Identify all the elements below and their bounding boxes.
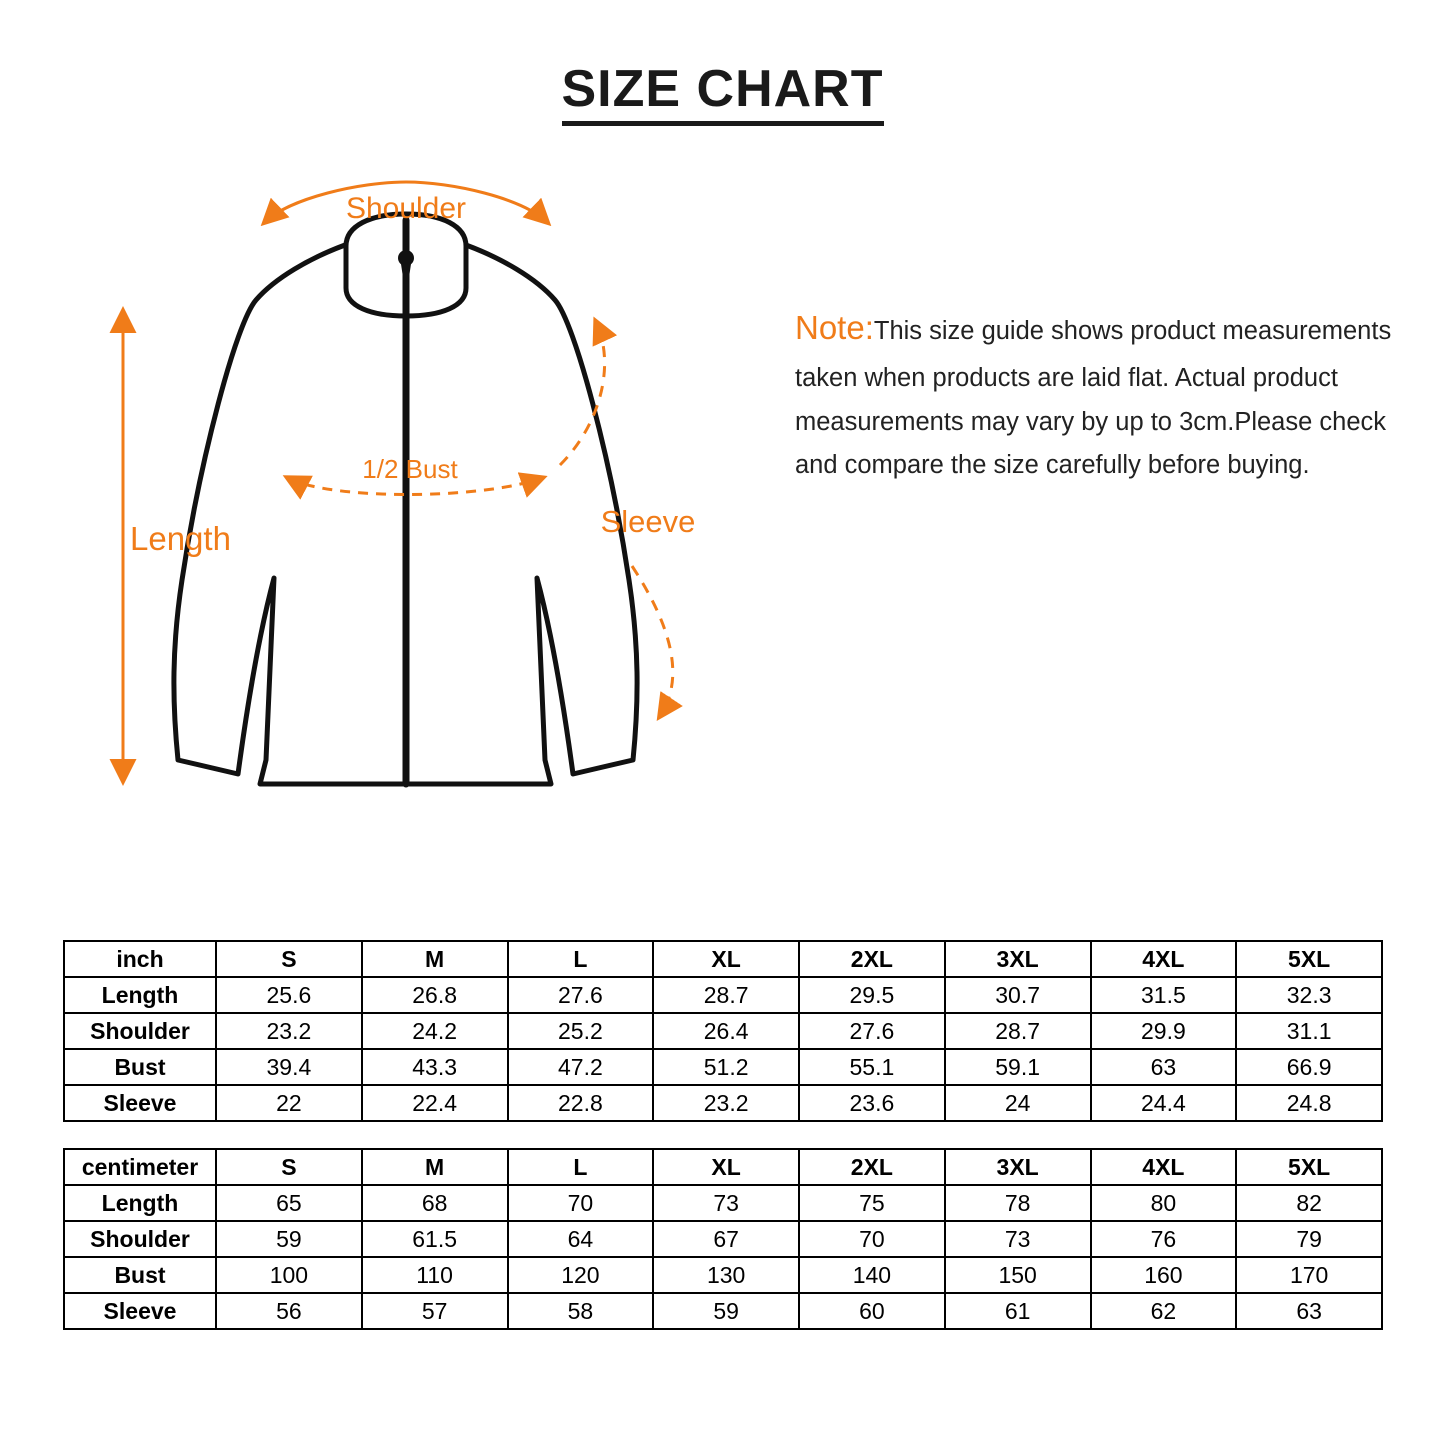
col-header-l: L xyxy=(508,1149,654,1185)
cell: 67 xyxy=(653,1221,799,1257)
row-label-shoulder: Shoulder xyxy=(64,1013,216,1049)
page-title-container xyxy=(0,62,1445,126)
cell: 27.6 xyxy=(508,977,654,1013)
cell: 70 xyxy=(799,1221,945,1257)
cell: 30.7 xyxy=(945,977,1091,1013)
row-label-bust: Bust xyxy=(64,1257,216,1293)
cell: 39.4 xyxy=(216,1049,362,1085)
cell: 61 xyxy=(945,1293,1091,1329)
cell: 66.9 xyxy=(1236,1049,1382,1085)
unit-header: inch xyxy=(64,941,216,977)
col-header-3xl: 3XL xyxy=(945,1149,1091,1185)
cell: 59 xyxy=(653,1293,799,1329)
col-header-4xl: 4XL xyxy=(1091,1149,1237,1185)
table-row xyxy=(64,1293,1382,1329)
sleeve-label: Sleeve xyxy=(600,504,696,539)
cell: 23.2 xyxy=(653,1085,799,1121)
cell: 58 xyxy=(508,1293,654,1329)
cell: 170 xyxy=(1236,1257,1382,1293)
row-label-sleeve: Sleeve xyxy=(64,1293,216,1329)
shoulder-label: Shoulder xyxy=(345,192,467,225)
cell: 25.6 xyxy=(216,977,362,1013)
cell: 26.8 xyxy=(362,977,508,1013)
half-bust-label: 1/2 Bust xyxy=(362,454,458,484)
cell: 150 xyxy=(945,1257,1091,1293)
cell: 73 xyxy=(653,1185,799,1221)
cell: 23.2 xyxy=(216,1013,362,1049)
col-header-s: S xyxy=(216,941,362,977)
size-table-centimeter xyxy=(63,1148,1383,1330)
cell: 57 xyxy=(362,1293,508,1329)
cell: 25.2 xyxy=(508,1013,654,1049)
cell: 29.5 xyxy=(799,977,945,1013)
cell: 32.3 xyxy=(1236,977,1382,1013)
cell: 59.1 xyxy=(945,1049,1091,1085)
cell: 47.2 xyxy=(508,1049,654,1085)
note-block xyxy=(795,300,1405,488)
cell: 24 xyxy=(945,1085,1091,1121)
col-header-m: M xyxy=(362,1149,508,1185)
cell: 120 xyxy=(508,1257,654,1293)
note-body: This size guide shows product measurements taken when products are laid flat. Actual product measurements may vary by up to 3cm.Please check and compare the size carefully before buying. xyxy=(795,317,1392,480)
cell: 29.9 xyxy=(1091,1013,1237,1049)
cell: 63 xyxy=(1091,1049,1237,1085)
cell: 64 xyxy=(508,1221,654,1257)
cell: 22 xyxy=(216,1085,362,1121)
cell: 76 xyxy=(1091,1221,1237,1257)
col-header-4xl: 4XL xyxy=(1091,941,1237,977)
table-row xyxy=(64,1185,1382,1221)
cell: 62 xyxy=(1091,1293,1237,1329)
cell: 28.7 xyxy=(945,1013,1091,1049)
col-header-xl: XL xyxy=(653,941,799,977)
cell: 31.5 xyxy=(1091,977,1237,1013)
cell: 63 xyxy=(1236,1293,1382,1329)
cell: 82 xyxy=(1236,1185,1382,1221)
size-table-cm-wrap xyxy=(63,1148,1383,1330)
cell: 27.6 xyxy=(799,1013,945,1049)
cell: 80 xyxy=(1091,1185,1237,1221)
note-label: Note: xyxy=(795,309,874,346)
col-header-m: M xyxy=(362,941,508,977)
cell: 55.1 xyxy=(799,1049,945,1085)
cell: 60 xyxy=(799,1293,945,1329)
page-title: SIZE CHART xyxy=(562,62,884,126)
cell: 24.4 xyxy=(1091,1085,1237,1121)
cell: 51.2 xyxy=(653,1049,799,1085)
row-label-length: Length xyxy=(64,1185,216,1221)
cell: 79 xyxy=(1236,1221,1382,1257)
cell: 59 xyxy=(216,1221,362,1257)
col-header-5xl: 5XL xyxy=(1236,1149,1382,1185)
col-header-2xl: 2XL xyxy=(799,941,945,977)
col-header-l: L xyxy=(508,941,654,977)
cell: 130 xyxy=(653,1257,799,1293)
note-paragraph xyxy=(795,300,1405,488)
table-header-row xyxy=(64,941,1382,977)
size-table-inch-wrap xyxy=(63,940,1383,1122)
cell: 31.1 xyxy=(1236,1013,1382,1049)
cell: 75 xyxy=(799,1185,945,1221)
table-row xyxy=(64,1257,1382,1293)
table-row xyxy=(64,977,1382,1013)
col-header-xl: XL xyxy=(653,1149,799,1185)
cell: 24.8 xyxy=(1236,1085,1382,1121)
cell: 22.4 xyxy=(362,1085,508,1121)
cell: 160 xyxy=(1091,1257,1237,1293)
row-label-sleeve: Sleeve xyxy=(64,1085,216,1121)
unit-header: centimeter xyxy=(64,1149,216,1185)
table-row xyxy=(64,1221,1382,1257)
cell: 61.5 xyxy=(362,1221,508,1257)
cell: 78 xyxy=(945,1185,1091,1221)
cell: 43.3 xyxy=(362,1049,508,1085)
size-table-inch xyxy=(63,940,1383,1122)
cell: 23.6 xyxy=(799,1085,945,1121)
cell: 68 xyxy=(362,1185,508,1221)
cell: 26.4 xyxy=(653,1013,799,1049)
col-header-3xl: 3XL xyxy=(945,941,1091,977)
col-header-2xl: 2XL xyxy=(799,1149,945,1185)
cell: 65 xyxy=(216,1185,362,1221)
table-header-row xyxy=(64,1149,1382,1185)
jacket-diagram xyxy=(60,160,780,840)
col-header-s: S xyxy=(216,1149,362,1185)
row-label-shoulder: Shoulder xyxy=(64,1221,216,1257)
row-label-length: Length xyxy=(64,977,216,1013)
cell: 140 xyxy=(799,1257,945,1293)
row-label-bust: Bust xyxy=(64,1049,216,1085)
length-label: Length xyxy=(130,520,231,557)
cell: 22.8 xyxy=(508,1085,654,1121)
cell: 56 xyxy=(216,1293,362,1329)
cell: 73 xyxy=(945,1221,1091,1257)
table-row xyxy=(64,1013,1382,1049)
cell: 110 xyxy=(362,1257,508,1293)
cell: 70 xyxy=(508,1185,654,1221)
cell: 24.2 xyxy=(362,1013,508,1049)
cell: 100 xyxy=(216,1257,362,1293)
table-row xyxy=(64,1049,1382,1085)
col-header-5xl: 5XL xyxy=(1236,941,1382,977)
cell: 28.7 xyxy=(653,977,799,1013)
table-row xyxy=(64,1085,1382,1121)
